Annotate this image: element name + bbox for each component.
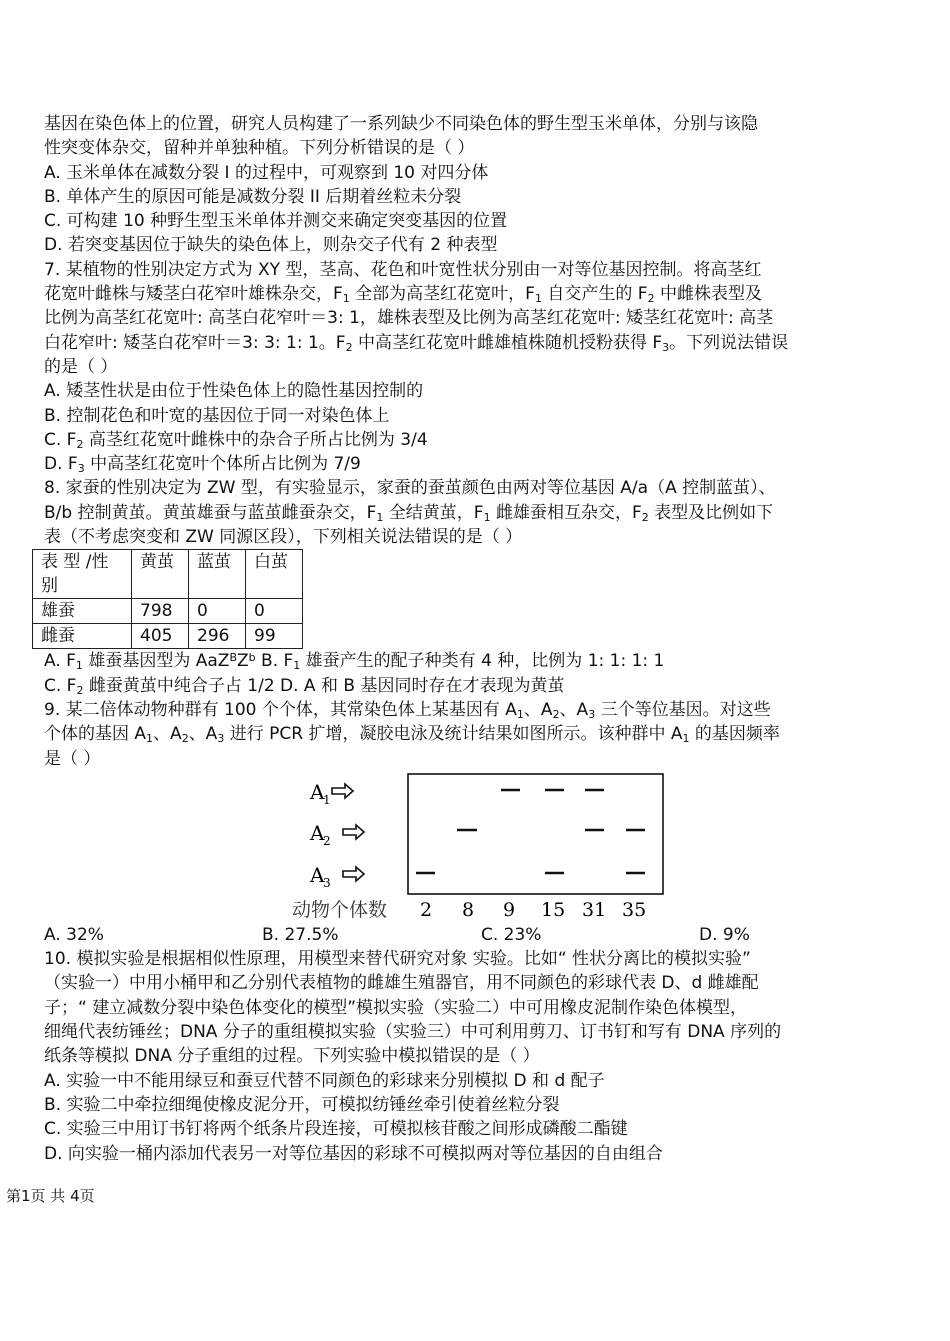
q10-option-b: B. 实验二中牵拉细绳使橡皮泥分开，可模拟纺锤丝牵引使着丝粒分裂	[44, 1094, 560, 1115]
subscript: 1	[516, 707, 524, 721]
q9-option-d: D. 9%	[699, 924, 750, 945]
q6-stem-line-2: 性突变体杂交，留种并单独种植。下列分析错误的是（ ）	[44, 138, 475, 159]
q7-text: 全部为高茎红花宽叶，F	[349, 284, 535, 305]
row-label-a3: A	[310, 862, 325, 887]
q8-text: 雄蚕基因型为 AaZ	[82, 651, 230, 672]
q8-stem-line-1: 8. 家蚕的性别决定为 ZW 型，有实验显示，家蚕的蚕茧颜色由两对等位基因 A/a（A 控制蓝茧）、	[44, 478, 776, 499]
q10-option-a: A. 实验一中不能用绿豆和蚕豆代替不同颜色的彩球来分别模拟 D 和 d 配子	[44, 1070, 605, 1091]
q8-text: 雄蚕产生的配子种类有 4 种，比例为 1: 1: 1: 1	[300, 651, 665, 672]
q8-text: B/b 控制黄茧。黄茧雄蚕与蓝茧雌蚕杂交，F	[44, 502, 377, 523]
q9-text: 、A	[153, 724, 182, 745]
q10-stem-line-5: 纸条等模拟 DNA 分子重组的过程。下列实验中模拟错误的是（ ）	[44, 1046, 540, 1067]
q8-text: 雌雄蚕相互杂交，F	[490, 502, 642, 523]
subscript: 2	[647, 292, 655, 306]
subscript: 3	[662, 340, 670, 354]
q8-text: 全结黄茧，F	[383, 502, 484, 523]
q8-text: 表型及比例如下	[648, 502, 774, 523]
q9-option-c: C. 23%	[481, 924, 542, 945]
page-footer: 第1页 共 4页	[6, 1187, 95, 1205]
q10-stem-line-1: 10. 模拟实验是根据相似性原理，用模型来替代研究对象 实验。比如“ 性状分离比的模拟实验”	[44, 949, 751, 970]
q9-choices	[44, 923, 844, 947]
q7-option-b: B. 控制花色和叶宽的基因位于同一对染色体上	[44, 405, 390, 426]
q7-text: 。下列说法错误	[669, 332, 789, 353]
row-label-a2-sub: 2	[323, 833, 331, 848]
q9-option-b: B. 27.5%	[262, 924, 339, 945]
q8-stem-line-2	[44, 501, 844, 525]
q7-text: 花宽叶雌株与矮茎白花窄叶雄株杂交，F	[44, 284, 343, 305]
table-header-row	[33, 550, 303, 599]
table-cell: 296	[189, 624, 246, 649]
q7-text: D. F	[44, 454, 78, 475]
row-label-a3-sub: 3	[323, 875, 331, 890]
column-count: 35	[622, 898, 647, 921]
q8-text: B. F	[255, 651, 294, 672]
document-page	[41, 112, 844, 1166]
q8-stem-line-3: 表（不考虑突变和 ZW 同源区段），下列相关说法错误的是（ ）	[44, 527, 523, 548]
q6-option-a: A. 玉米单体在减数分裂 I 的过程中，可观察到 10 对四分体	[44, 162, 489, 183]
arrow-a2-icon	[343, 825, 364, 839]
q9-option-a: A. 32%	[44, 924, 104, 945]
superscript: b	[248, 651, 256, 665]
column-count: 15	[541, 898, 566, 921]
q8-text: 雌蚕黄茧中纯合子占 1/2 D. A 和 B 基因同时存在才表现为黄茧	[83, 675, 565, 696]
q7-stem-line-2	[44, 282, 844, 306]
q9-stem-line-3: 是（ ）	[44, 748, 101, 769]
q8-text: Z	[236, 651, 249, 672]
q6-option-b: B. 单体产生的原因可能是减数分裂 II 后期着丝粒未分裂	[44, 186, 462, 207]
arrow-a1-icon	[332, 784, 353, 798]
q7-text: 高茎红花宽叶雌株中的杂合子所占比例为 3/4	[83, 429, 428, 450]
q9-text: 9. 某二倍体动物种群有 100 个个体，其常染色体上某基因有 A	[44, 699, 517, 720]
q8-text: A. F	[44, 651, 76, 672]
subscript: 3	[588, 707, 596, 721]
q6-stem-line-1: 基因在染色体上的位置，研究人员构建了一系列缺少不同染色体的野生型玉米单体，分别与该隐	[44, 114, 758, 134]
q6-option-c: C. 可构建 10 种野生型玉米单体并测交来确定突变基因的位置	[44, 211, 508, 232]
q9-text: 三个等位基因。对这些	[595, 699, 771, 720]
subscript: 1	[293, 659, 301, 673]
table-header-cell: 黄茧	[132, 550, 189, 599]
subscript: 3	[217, 732, 225, 746]
q8-option-c-d	[44, 674, 844, 698]
x-axis-label: 动物个体数	[292, 898, 388, 921]
q10-stem-line-3: 子；“ 建立减数分裂中染色体变化的模型”模拟实验（实验二）中可用橡皮泥制作染色体模型，	[44, 997, 748, 1018]
q7-option-c	[44, 428, 844, 452]
subscript: 2	[181, 732, 189, 746]
table-row	[33, 599, 303, 624]
subscript: 1	[534, 292, 542, 306]
table-cell: 0	[189, 599, 246, 624]
q9-text: 、A	[559, 699, 589, 720]
subscript: 2	[641, 510, 649, 524]
subscript: 1	[483, 510, 491, 524]
table-cell: 0	[246, 599, 303, 624]
q7-stem-line-5: 的是（ ）	[44, 356, 118, 377]
table-cell: 405	[132, 624, 189, 649]
table-row	[33, 624, 303, 649]
q7-text: C. F	[44, 429, 77, 450]
column-count: 2	[420, 898, 433, 921]
q7-text: 自交产生的 F	[541, 284, 648, 305]
subscript: 2	[76, 437, 84, 451]
q9-text: 个体的基因 A	[44, 724, 147, 745]
arrow-a3-icon	[343, 867, 364, 881]
q9-text: 的基因频率	[689, 724, 780, 745]
q7-option-d	[44, 452, 844, 476]
subscript: 1	[342, 292, 350, 306]
row-label-a1-sub: 1	[323, 792, 331, 807]
gel-svg	[240, 773, 647, 923]
q10-option-c: C. 实验三中用订书钉将两个纸条片段连接，可模拟核苷酸之间形成磷酸二酯键	[44, 1119, 628, 1140]
q7-stem-line-1: 7. 某植物的性别决定方式为 XY 型，茎高、花色和叶宽性状分别由一对等位基因控制。将高茎红	[44, 259, 762, 280]
table-cell: 99	[246, 624, 303, 649]
table-header-cell: 白茧	[246, 550, 303, 599]
q10-stem-line-4: 细绳代表纺锤丝；DNA 分子的重组模拟实验（实验三）中可利用剪刀、订书钉和写有 DNA 序列的	[44, 1022, 782, 1043]
table-header-cell: 蓝茧	[189, 550, 246, 599]
q9-text: 、A	[188, 724, 218, 745]
table-cell: 雄蚕	[33, 599, 132, 624]
q6-option-d: D. 若突变基因位于缺失的染色体上，则杂交子代有 2 种表型	[44, 235, 498, 256]
electrophoresis-figure	[240, 773, 647, 923]
q7-option-a: A. 矮茎性状是由位于性染色体上的隐性基因控制的	[44, 381, 424, 402]
subscript: 1	[146, 732, 154, 746]
subscript: 2	[76, 683, 84, 697]
q9-stem-line-1	[44, 698, 844, 722]
q10-stem-line-2: （实验一）中用小桶甲和乙分别代表植物的雌雄生殖器官，用不同颜色的彩球代表 D、d 雌雄配	[44, 973, 759, 994]
table-cell: 798	[132, 599, 189, 624]
q8-option-a-b	[44, 649, 844, 673]
q9-text: 进行 PCR 扩增，凝胶电泳及统计结果如图所示。该种群中 A	[224, 724, 683, 745]
q10-option-d: D. 向实验一桶内添加代表另一对等位基因的彩球不可模拟两对等位基因的自由组合	[44, 1143, 663, 1164]
q7-text: 中雌株表型及	[654, 284, 762, 305]
column-count: 31	[582, 898, 607, 921]
gel-box	[408, 774, 663, 894]
table-header-cell: 表 型 /性别	[33, 550, 132, 599]
subscript: 1	[376, 510, 384, 524]
subscript: 1	[75, 659, 83, 673]
q7-stem-line-4	[44, 331, 844, 355]
subscript: 1	[682, 732, 690, 746]
q7-text: 中高茎红花宽叶个体所占比例为 7/9	[84, 454, 361, 475]
subscript: 2	[345, 340, 353, 354]
q7-text: 中高茎红花宽叶雌雄植株随机授粉获得 F	[352, 332, 663, 353]
q8-text: C. F	[44, 675, 77, 696]
q7-stem-line-3: 比例为高茎红花宽叶: 高茎白花窄叶＝3: 1，雄株表型及比例为高茎红花宽叶: 矮茎红花宽叶: 高茎	[44, 308, 774, 329]
subscript: 3	[77, 462, 85, 476]
subscript: 2	[552, 707, 560, 721]
q7-text: 白花窄叶: 矮茎白花窄叶＝3: 3: 1: 1。F	[44, 332, 346, 353]
superscript: B	[229, 651, 237, 665]
table-cell: 雌蚕	[33, 624, 132, 649]
column-count: 9	[503, 898, 516, 921]
q9-text: 、A	[523, 699, 553, 720]
f2-phenotype-table	[32, 549, 303, 649]
row-label-a2: A	[310, 820, 325, 845]
row-label-a1: A	[310, 779, 325, 804]
q9-stem-line-2	[44, 722, 844, 746]
column-count: 8	[462, 898, 475, 921]
